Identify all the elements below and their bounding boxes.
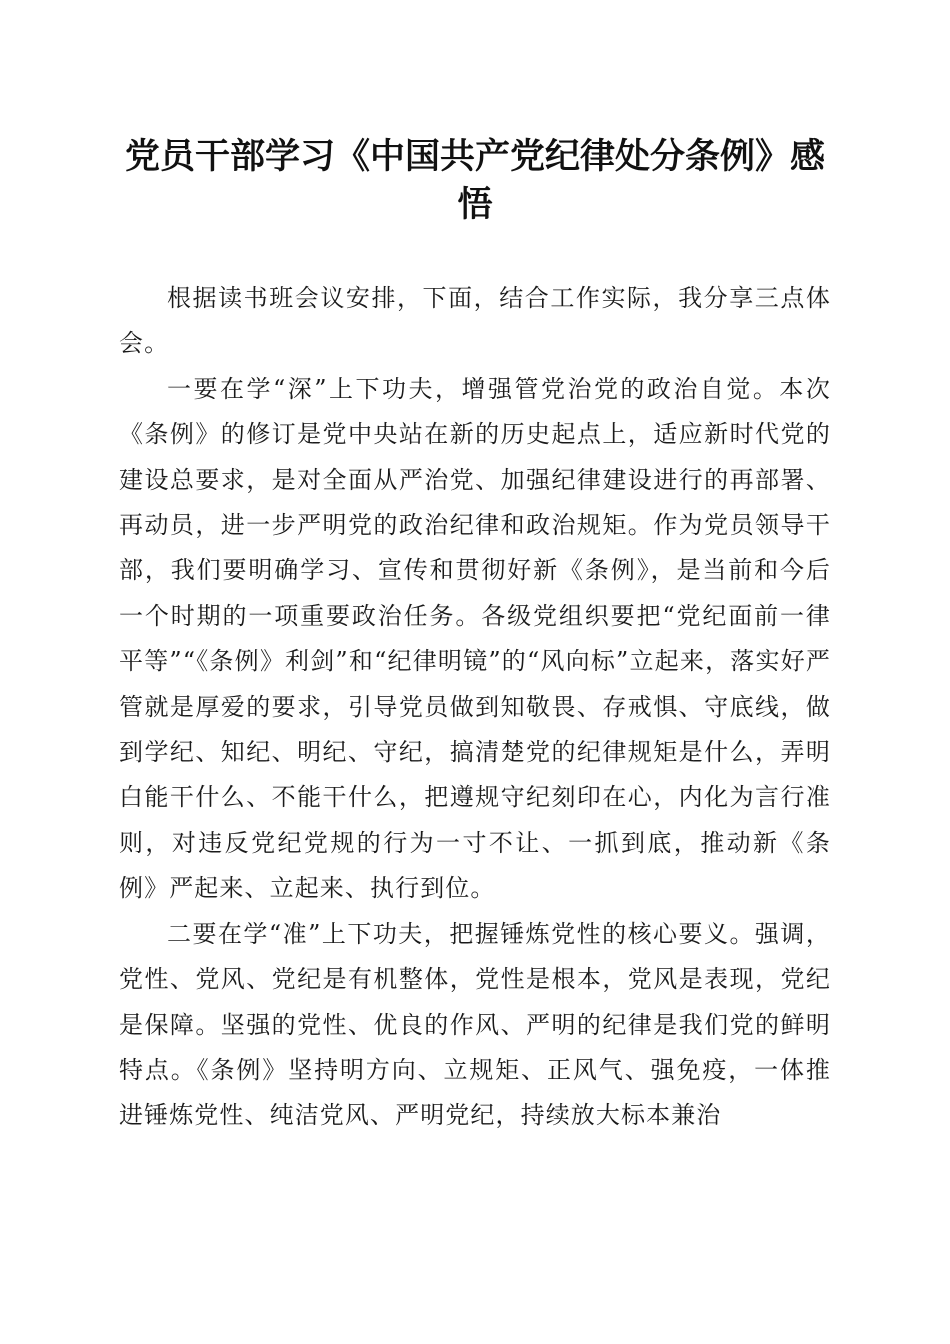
document-title: 党员干部学习《中国共产党纪律处分条例》感悟 [124, 136, 825, 225]
paragraph-point-two: 二要在学“准”上下功夫，把握锤炼党性的核心要义。强调，党性、党风、党纪是有机整体，党性是根本，党风是表现，党纪是保障。坚强的党性、优良的作风、严明的纪律是我们党的鲜明特点。《条例》坚持明方向、立规矩、正风气、强免疫，一体推进锤炼党性、纯洁党风、严明党纪，持续放大标本兼治 [119, 919, 831, 1130]
paragraph-intro: 根据读书班会议安排，下面，结合工作实际，我分享三点体会。 [119, 284, 831, 358]
paragraph-point-one: 一要在学“深”上下功夫，增强管党治党的政治自觉。本次《条例》的修订是党中央站在新的历史起点上，适应新时代党的建设总要求，是对全面从严治党、加强纪律建设进行的再部署、再动员，进一步严明党的政治纪律和政治规矩。作为党员领导干部，我们要明确学习、宣传和贯彻好新《条例》，是当前和今后一个时期的一项重要政治任务。各级党组织要把“党纪面前一律平等”“《条例》利剑”和“纪律明镜”的“风向标”立起来，落实好严管就是厚爱的要求，引导党员做到知敬畏、存戒惧、守底线，做到学纪、知纪、明纪、守纪，搞清楚党的纪律规矩是什么，弄明白能干什么、不能干什么，把遵规守纪刻印在心，内化为言行准则，对违反党纪党规的行为一寸不让、一抓到底，推动新《条例》严起来、立起来、执行到位。 [119, 374, 831, 903]
document-body [119, 276, 831, 1139]
